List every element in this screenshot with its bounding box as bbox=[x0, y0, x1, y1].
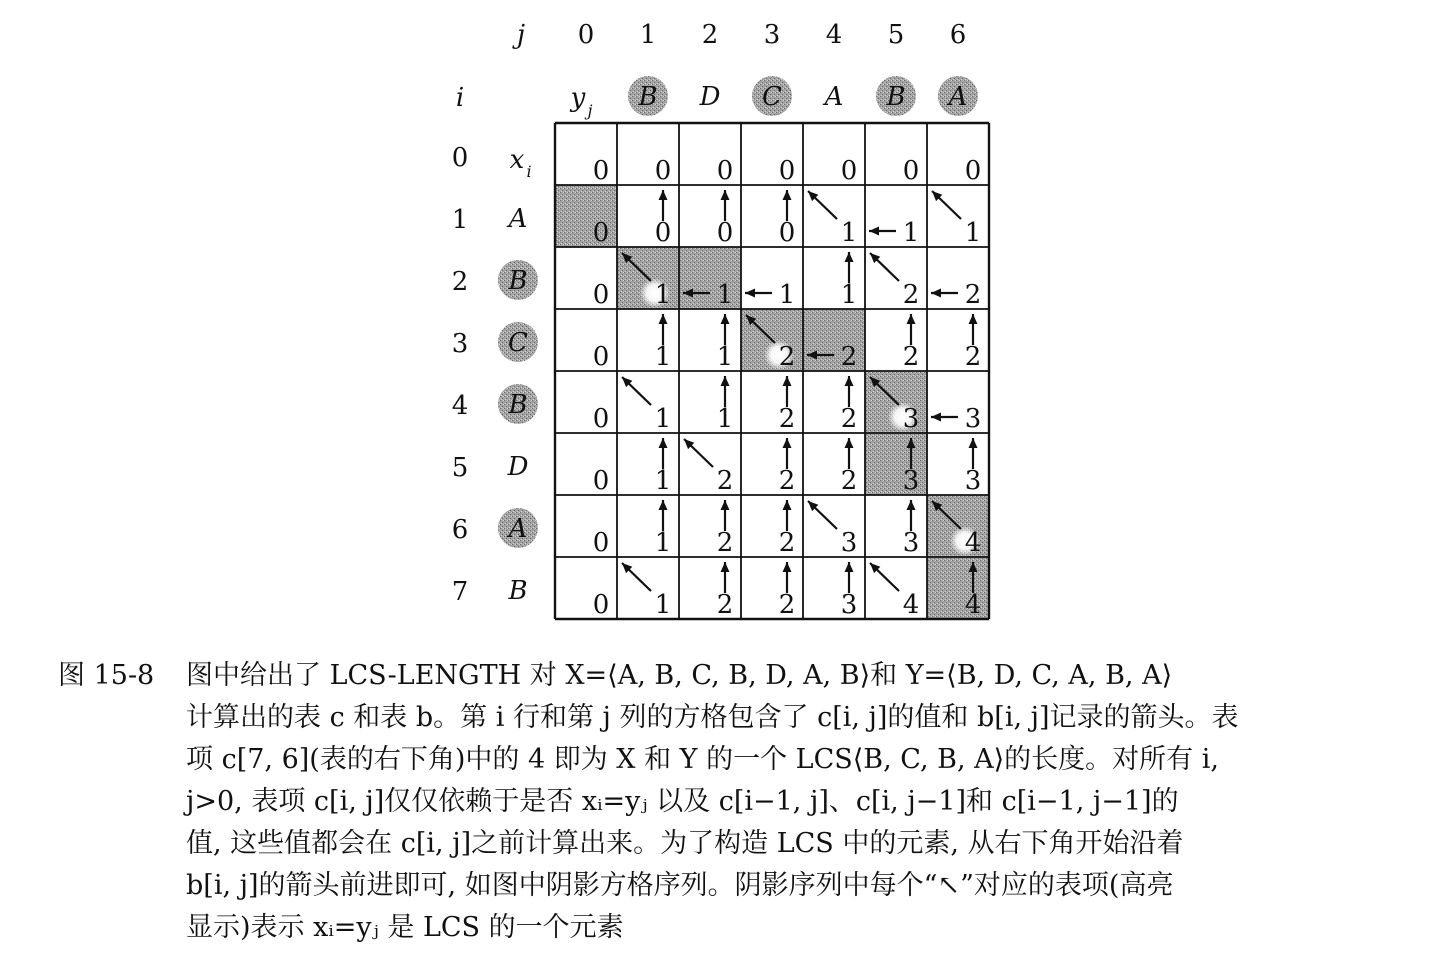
cell-value: 2 bbox=[778, 590, 796, 620]
x-subscript: i bbox=[526, 162, 532, 181]
caption-line: j>0, 表项 c[i, j]仅仅依赖于是否 xᵢ=yⱼ 以及 c[i−1, j]、c[i, j−1]和 c[i−1, j−1]的 bbox=[186, 786, 1179, 817]
diagonal-arrow bbox=[684, 439, 713, 467]
table-cell bbox=[717, 314, 734, 372]
x-letter bbox=[498, 508, 538, 548]
left-arrow bbox=[745, 289, 772, 298]
row-index: 7 bbox=[451, 577, 469, 607]
table-cell bbox=[593, 404, 610, 434]
diagonal-arrow bbox=[622, 377, 651, 405]
cell-value: 2 bbox=[840, 466, 858, 496]
y-letter bbox=[823, 82, 844, 112]
cell-value: 1 bbox=[778, 280, 796, 310]
cell-value: 2 bbox=[902, 342, 920, 372]
column-index: 3 bbox=[763, 20, 781, 50]
table-cell bbox=[779, 190, 796, 248]
caption-line: 显示)表示 xᵢ=yⱼ 是 LCS 的一个元素 bbox=[186, 912, 624, 943]
up-arrow bbox=[907, 314, 916, 345]
table-cell bbox=[931, 280, 981, 310]
up-arrow bbox=[845, 376, 854, 407]
x-letter bbox=[498, 260, 538, 300]
table-cell bbox=[684, 439, 733, 496]
cell-value: 3 bbox=[902, 466, 920, 496]
table-cell bbox=[779, 500, 796, 558]
table-cell bbox=[655, 500, 672, 558]
diagonal-arrow bbox=[808, 501, 837, 529]
cell-value: 0 bbox=[902, 156, 920, 186]
row-index: 0 bbox=[451, 143, 469, 173]
table-cell bbox=[779, 438, 796, 496]
cell-value: 3 bbox=[964, 404, 982, 434]
up-arrow bbox=[783, 376, 792, 407]
y-letter bbox=[876, 76, 916, 116]
up-arrow bbox=[969, 438, 978, 469]
table-cell bbox=[965, 156, 982, 186]
y-letter bbox=[938, 76, 978, 116]
left-arrow bbox=[931, 413, 958, 422]
letter-label: B bbox=[508, 390, 528, 420]
cell-value: 2 bbox=[840, 404, 858, 434]
letter-label: B bbox=[508, 576, 528, 606]
table-cell bbox=[841, 376, 858, 434]
row-index: 1 bbox=[451, 205, 469, 235]
cell-value: 2 bbox=[716, 590, 734, 620]
figure-label: 图 15-8 bbox=[58, 660, 155, 691]
column-index: 2 bbox=[701, 20, 719, 50]
diagonal-arrow bbox=[808, 191, 837, 219]
up-arrow bbox=[721, 500, 730, 531]
cell-value: 2 bbox=[778, 342, 796, 372]
cell-value: 0 bbox=[592, 218, 610, 248]
table-cell bbox=[808, 501, 857, 558]
letter-label: A bbox=[508, 514, 528, 544]
table-cell bbox=[717, 562, 734, 620]
cell-value: 1 bbox=[840, 280, 858, 310]
cell-value: 0 bbox=[840, 156, 858, 186]
table-cell bbox=[931, 404, 981, 434]
up-arrow bbox=[721, 190, 730, 221]
up-arrow bbox=[783, 438, 792, 469]
row-index: 6 bbox=[451, 515, 469, 545]
cell-value: 1 bbox=[716, 280, 734, 310]
table-cell bbox=[965, 314, 982, 372]
table-cell bbox=[655, 156, 672, 186]
up-arrow bbox=[659, 500, 668, 531]
cell-value: 3 bbox=[902, 404, 920, 434]
left-arrow bbox=[869, 227, 896, 236]
table-cell bbox=[745, 280, 795, 310]
up-arrow bbox=[783, 500, 792, 531]
letter-label: D bbox=[699, 82, 721, 112]
cell-value: 1 bbox=[840, 218, 858, 248]
cell-value: 0 bbox=[592, 404, 610, 434]
cell-value: 1 bbox=[654, 342, 672, 372]
up-arrow bbox=[721, 314, 730, 345]
table-cell bbox=[593, 156, 610, 186]
letter-label: B bbox=[638, 82, 658, 112]
cell-value: 3 bbox=[902, 528, 920, 558]
cell-value: 0 bbox=[778, 156, 796, 186]
table-cell bbox=[869, 218, 919, 248]
cell-value: 0 bbox=[592, 342, 610, 372]
cell-value: 3 bbox=[840, 590, 858, 620]
table-cell bbox=[903, 156, 920, 186]
cell-value: 2 bbox=[716, 528, 734, 558]
table-cell bbox=[593, 218, 610, 248]
caption-line: 图中给出了 LCS-LENGTH 对 X=⟨A, B, C, B, D, A, B⟩和 Y=⟨B, D, C, A, B, A⟩ bbox=[186, 660, 1173, 691]
y-letter bbox=[699, 82, 721, 112]
x-letter bbox=[507, 204, 528, 234]
cell-value: 0 bbox=[964, 156, 982, 186]
diagonal-arrow bbox=[622, 563, 651, 591]
row-index: 5 bbox=[451, 453, 469, 483]
table-cell bbox=[593, 466, 610, 496]
diagonal-arrow bbox=[870, 253, 899, 281]
table-cell bbox=[593, 590, 610, 620]
table-cell bbox=[593, 280, 610, 310]
table-cell bbox=[655, 190, 672, 248]
cell-value: 1 bbox=[654, 280, 672, 310]
column-index: 0 bbox=[577, 20, 595, 50]
y-letter bbox=[628, 76, 668, 116]
diagonal-arrow bbox=[932, 191, 961, 219]
cell-value: 2 bbox=[778, 528, 796, 558]
table-cell bbox=[779, 156, 796, 186]
letter-label: B bbox=[508, 266, 528, 296]
table-cell bbox=[903, 314, 920, 372]
up-arrow bbox=[659, 314, 668, 345]
cell-value: 4 bbox=[964, 590, 982, 620]
column-index: 6 bbox=[949, 20, 967, 50]
cell-value: 1 bbox=[654, 590, 672, 620]
cell-value: 1 bbox=[964, 218, 982, 248]
cell-value: 0 bbox=[592, 528, 610, 558]
column-index: 5 bbox=[887, 20, 905, 50]
table-cell bbox=[622, 377, 671, 434]
y-label: y bbox=[570, 83, 586, 113]
cell-value: 4 bbox=[964, 528, 982, 558]
x-letter bbox=[498, 322, 538, 362]
cell-value: 2 bbox=[964, 342, 982, 372]
cell-value: 1 bbox=[716, 342, 734, 372]
up-arrow bbox=[659, 438, 668, 469]
up-arrow bbox=[845, 562, 854, 593]
cell-value: 1 bbox=[902, 218, 920, 248]
diagonal-arrow bbox=[870, 563, 899, 591]
letter-label: C bbox=[762, 82, 782, 112]
table-cell bbox=[841, 562, 858, 620]
table-cell bbox=[593, 342, 610, 372]
table-cell bbox=[841, 156, 858, 186]
cell-value: 1 bbox=[716, 404, 734, 434]
table-cell bbox=[965, 438, 982, 496]
up-arrow bbox=[845, 252, 854, 283]
table-cell bbox=[655, 314, 672, 372]
cell-value: 0 bbox=[592, 280, 610, 310]
row-index: 4 bbox=[451, 391, 469, 421]
caption-line: 计算出的表 c 和表 b。第 i 行和第 j 列的方格包含了 c[i, j]的值和 b[i, j]记录的箭头。表 bbox=[186, 702, 1239, 733]
cell-value: 2 bbox=[778, 466, 796, 496]
table-cell bbox=[870, 253, 919, 310]
caption-line: 项 c[7, 6](表的右下角)中的 4 即为 X 和 Y 的一个 LCS⟨B, C, B, A⟩的长度。对所有 i, bbox=[186, 744, 1219, 775]
cell-value: 0 bbox=[654, 156, 672, 186]
up-arrow bbox=[969, 314, 978, 345]
letter-label: D bbox=[507, 452, 529, 482]
cell-value: 2 bbox=[716, 466, 734, 496]
cell-value: 0 bbox=[716, 156, 734, 186]
cell-value: 1 bbox=[654, 528, 672, 558]
up-arrow bbox=[783, 190, 792, 221]
cell-value: 2 bbox=[902, 280, 920, 310]
x-label: x bbox=[509, 145, 525, 175]
table-cell bbox=[779, 562, 796, 620]
table-cell bbox=[841, 252, 858, 310]
cell-value: 0 bbox=[654, 218, 672, 248]
y-letter bbox=[752, 76, 792, 116]
table-cell bbox=[808, 191, 857, 248]
table-cell bbox=[717, 190, 734, 248]
table-cell bbox=[717, 500, 734, 558]
letter-label: A bbox=[824, 82, 844, 112]
y-subscript: j bbox=[587, 101, 593, 120]
i-axis-label: i bbox=[455, 83, 465, 113]
cell-value: 3 bbox=[964, 466, 982, 496]
row-index: 2 bbox=[451, 267, 469, 297]
column-index: 4 bbox=[825, 20, 843, 50]
x-letter bbox=[498, 384, 538, 424]
j-axis-label: j bbox=[516, 20, 526, 50]
x-letter bbox=[507, 576, 527, 606]
table-cell bbox=[717, 376, 734, 434]
cell-value: 0 bbox=[592, 590, 610, 620]
table-cell bbox=[841, 438, 858, 496]
cell-value: 2 bbox=[778, 404, 796, 434]
table-cell bbox=[779, 376, 796, 434]
x-letter bbox=[507, 452, 529, 482]
table-cell bbox=[932, 191, 981, 248]
cell-value: 2 bbox=[964, 280, 982, 310]
up-arrow bbox=[907, 500, 916, 531]
table-cell bbox=[622, 563, 671, 620]
up-arrow bbox=[845, 438, 854, 469]
table-cell bbox=[717, 156, 734, 186]
column-index: 1 bbox=[639, 20, 657, 50]
cell-value: 0 bbox=[716, 218, 734, 248]
caption-line: 值, 这些值都会在 c[i, j]之前计算出来。为了构造 LCS 中的元素, 从右下角开始沿着 bbox=[186, 828, 1184, 859]
up-arrow bbox=[721, 562, 730, 593]
cell-value: 0 bbox=[592, 156, 610, 186]
up-arrow bbox=[783, 562, 792, 593]
cell-value: 2 bbox=[840, 342, 858, 372]
cell-value: 3 bbox=[840, 528, 858, 558]
row-index: 3 bbox=[451, 329, 469, 359]
letter-label: B bbox=[886, 82, 906, 112]
cell-value: 0 bbox=[778, 218, 796, 248]
cell-value: 4 bbox=[902, 590, 920, 620]
table-cell bbox=[870, 563, 919, 620]
caption-line: b[i, j]的箭头前进即可, 如图中阴影方格序列。阴影序列中每个“↖”对应的表项(高亮 bbox=[186, 870, 1174, 901]
left-arrow bbox=[931, 289, 958, 298]
cell-value: 1 bbox=[654, 404, 672, 434]
table-cell bbox=[593, 528, 610, 558]
cell-value: 0 bbox=[592, 466, 610, 496]
letter-label: C bbox=[508, 328, 528, 358]
up-arrow bbox=[721, 376, 730, 407]
up-arrow bbox=[659, 190, 668, 221]
cell-value: 1 bbox=[654, 466, 672, 496]
table-cell bbox=[655, 438, 672, 496]
letter-label: A bbox=[948, 82, 968, 112]
table-cell bbox=[903, 500, 920, 558]
letter-label: A bbox=[508, 204, 528, 234]
